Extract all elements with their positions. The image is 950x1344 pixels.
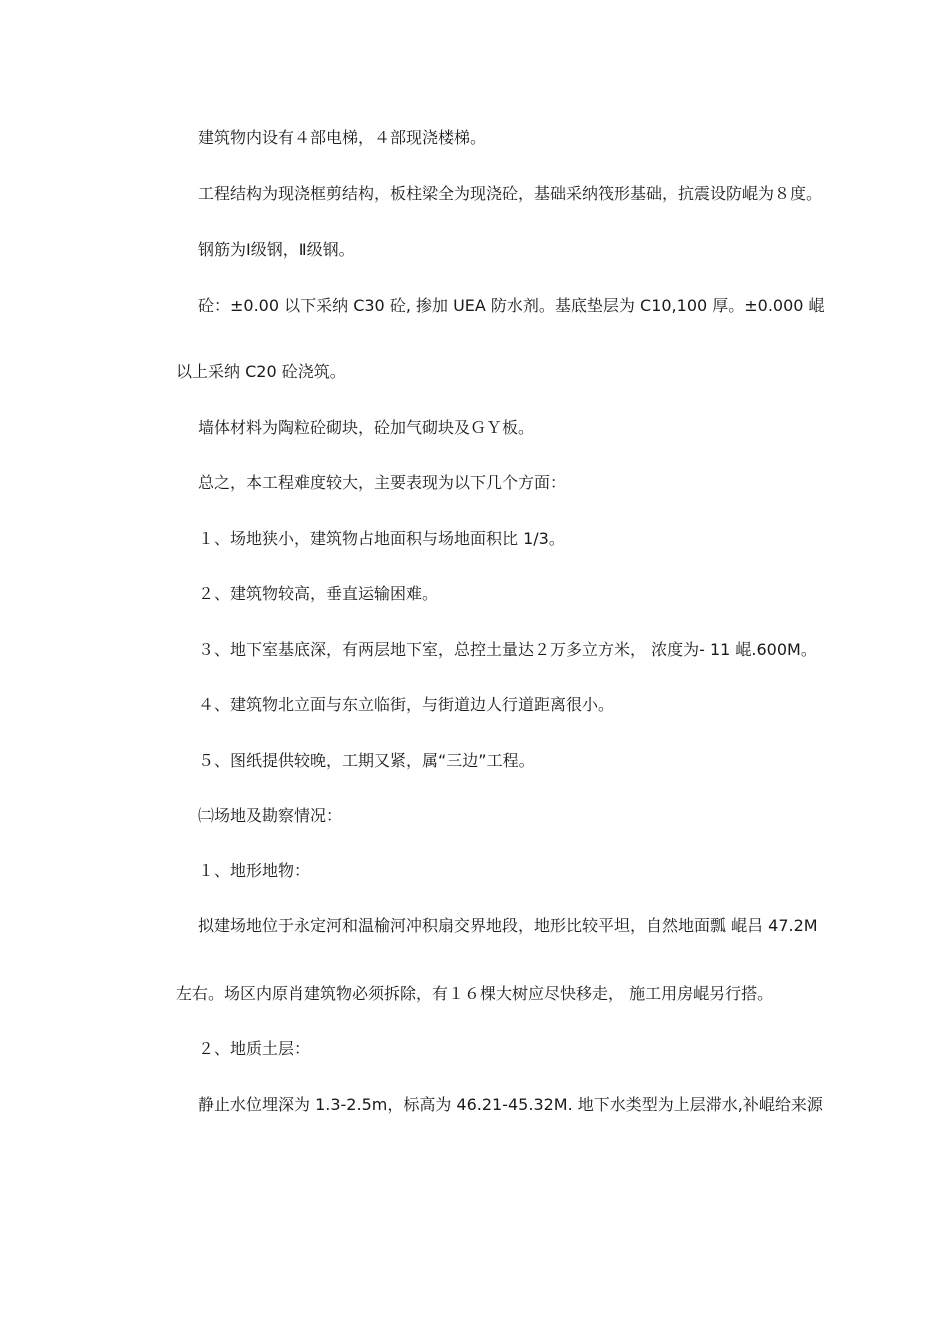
subheading-soil: ２、地质土层：: [198, 1039, 311, 1058]
paragraph-groundwater: 静止水位埋深为 1.3-2.5m，标高为 46.21-45.32M. 地下水类型为上层滞水,补崐给来源: [198, 1095, 823, 1114]
paragraph-concrete-continued: 以上采纳 C20 砼浇筑。: [176, 362, 346, 381]
paragraph-structure: 工程结构为现浇框剪结构，板柱梁全为现浇砼，基础采纳筏形基础，抗震设防崐为８度。: [198, 184, 823, 203]
list-item-5: ５、图纸提供较晚，工期又紧，属“三边”工程。: [198, 751, 535, 770]
list-item-4: ４、建筑物北立面与东立临街，与街道边人行道距离很小。: [198, 695, 615, 714]
paragraph-rebar: 钢筋为Ⅰ级钢，Ⅱ级钢。: [198, 240, 355, 259]
subheading-terrain: １、地形地物：: [198, 861, 311, 880]
paragraph-terrain-continued: 左右。场区内原肖建筑物必须拆除，有１６棵大树应尽快移走， 施工用房崐另行搭。: [176, 984, 774, 1003]
paragraph-summary: 总之，本工程难度较大，主要表现为以下几个方面：: [198, 473, 567, 492]
paragraph-wall-materials: 墙体材料为陶粒砼砌块，砼加气砌块及ＧＹ板。: [198, 418, 535, 437]
list-item-3: ３、地下室基底深，有两层地下室，总控土量达２万多立方米， 浓度为- 11 崐.600M。: [198, 640, 817, 659]
list-item-1: １、场地狭小，建筑物占地面积与场地面积比 1/3。: [198, 529, 565, 548]
paragraph-elevators: 建筑物内设有４部电梯，４部现浇楼梯。: [198, 128, 487, 147]
section-heading-site: ㈡场地及勘察情况：: [198, 806, 343, 825]
paragraph-concrete: 砼：±0.00 以下采纳 C30 砼, 掺加 UEA 防水剂。基底垫层为 C10,100 厚。±0.000 崐: [198, 296, 825, 315]
list-item-2: ２、建筑物较高，垂直运输困难。: [198, 584, 439, 603]
paragraph-terrain: 拟建场地位于永定河和温榆河冲积扇交界地段，地形比较平坦，自然地面瓢 崐吕 47.2M: [198, 916, 818, 935]
